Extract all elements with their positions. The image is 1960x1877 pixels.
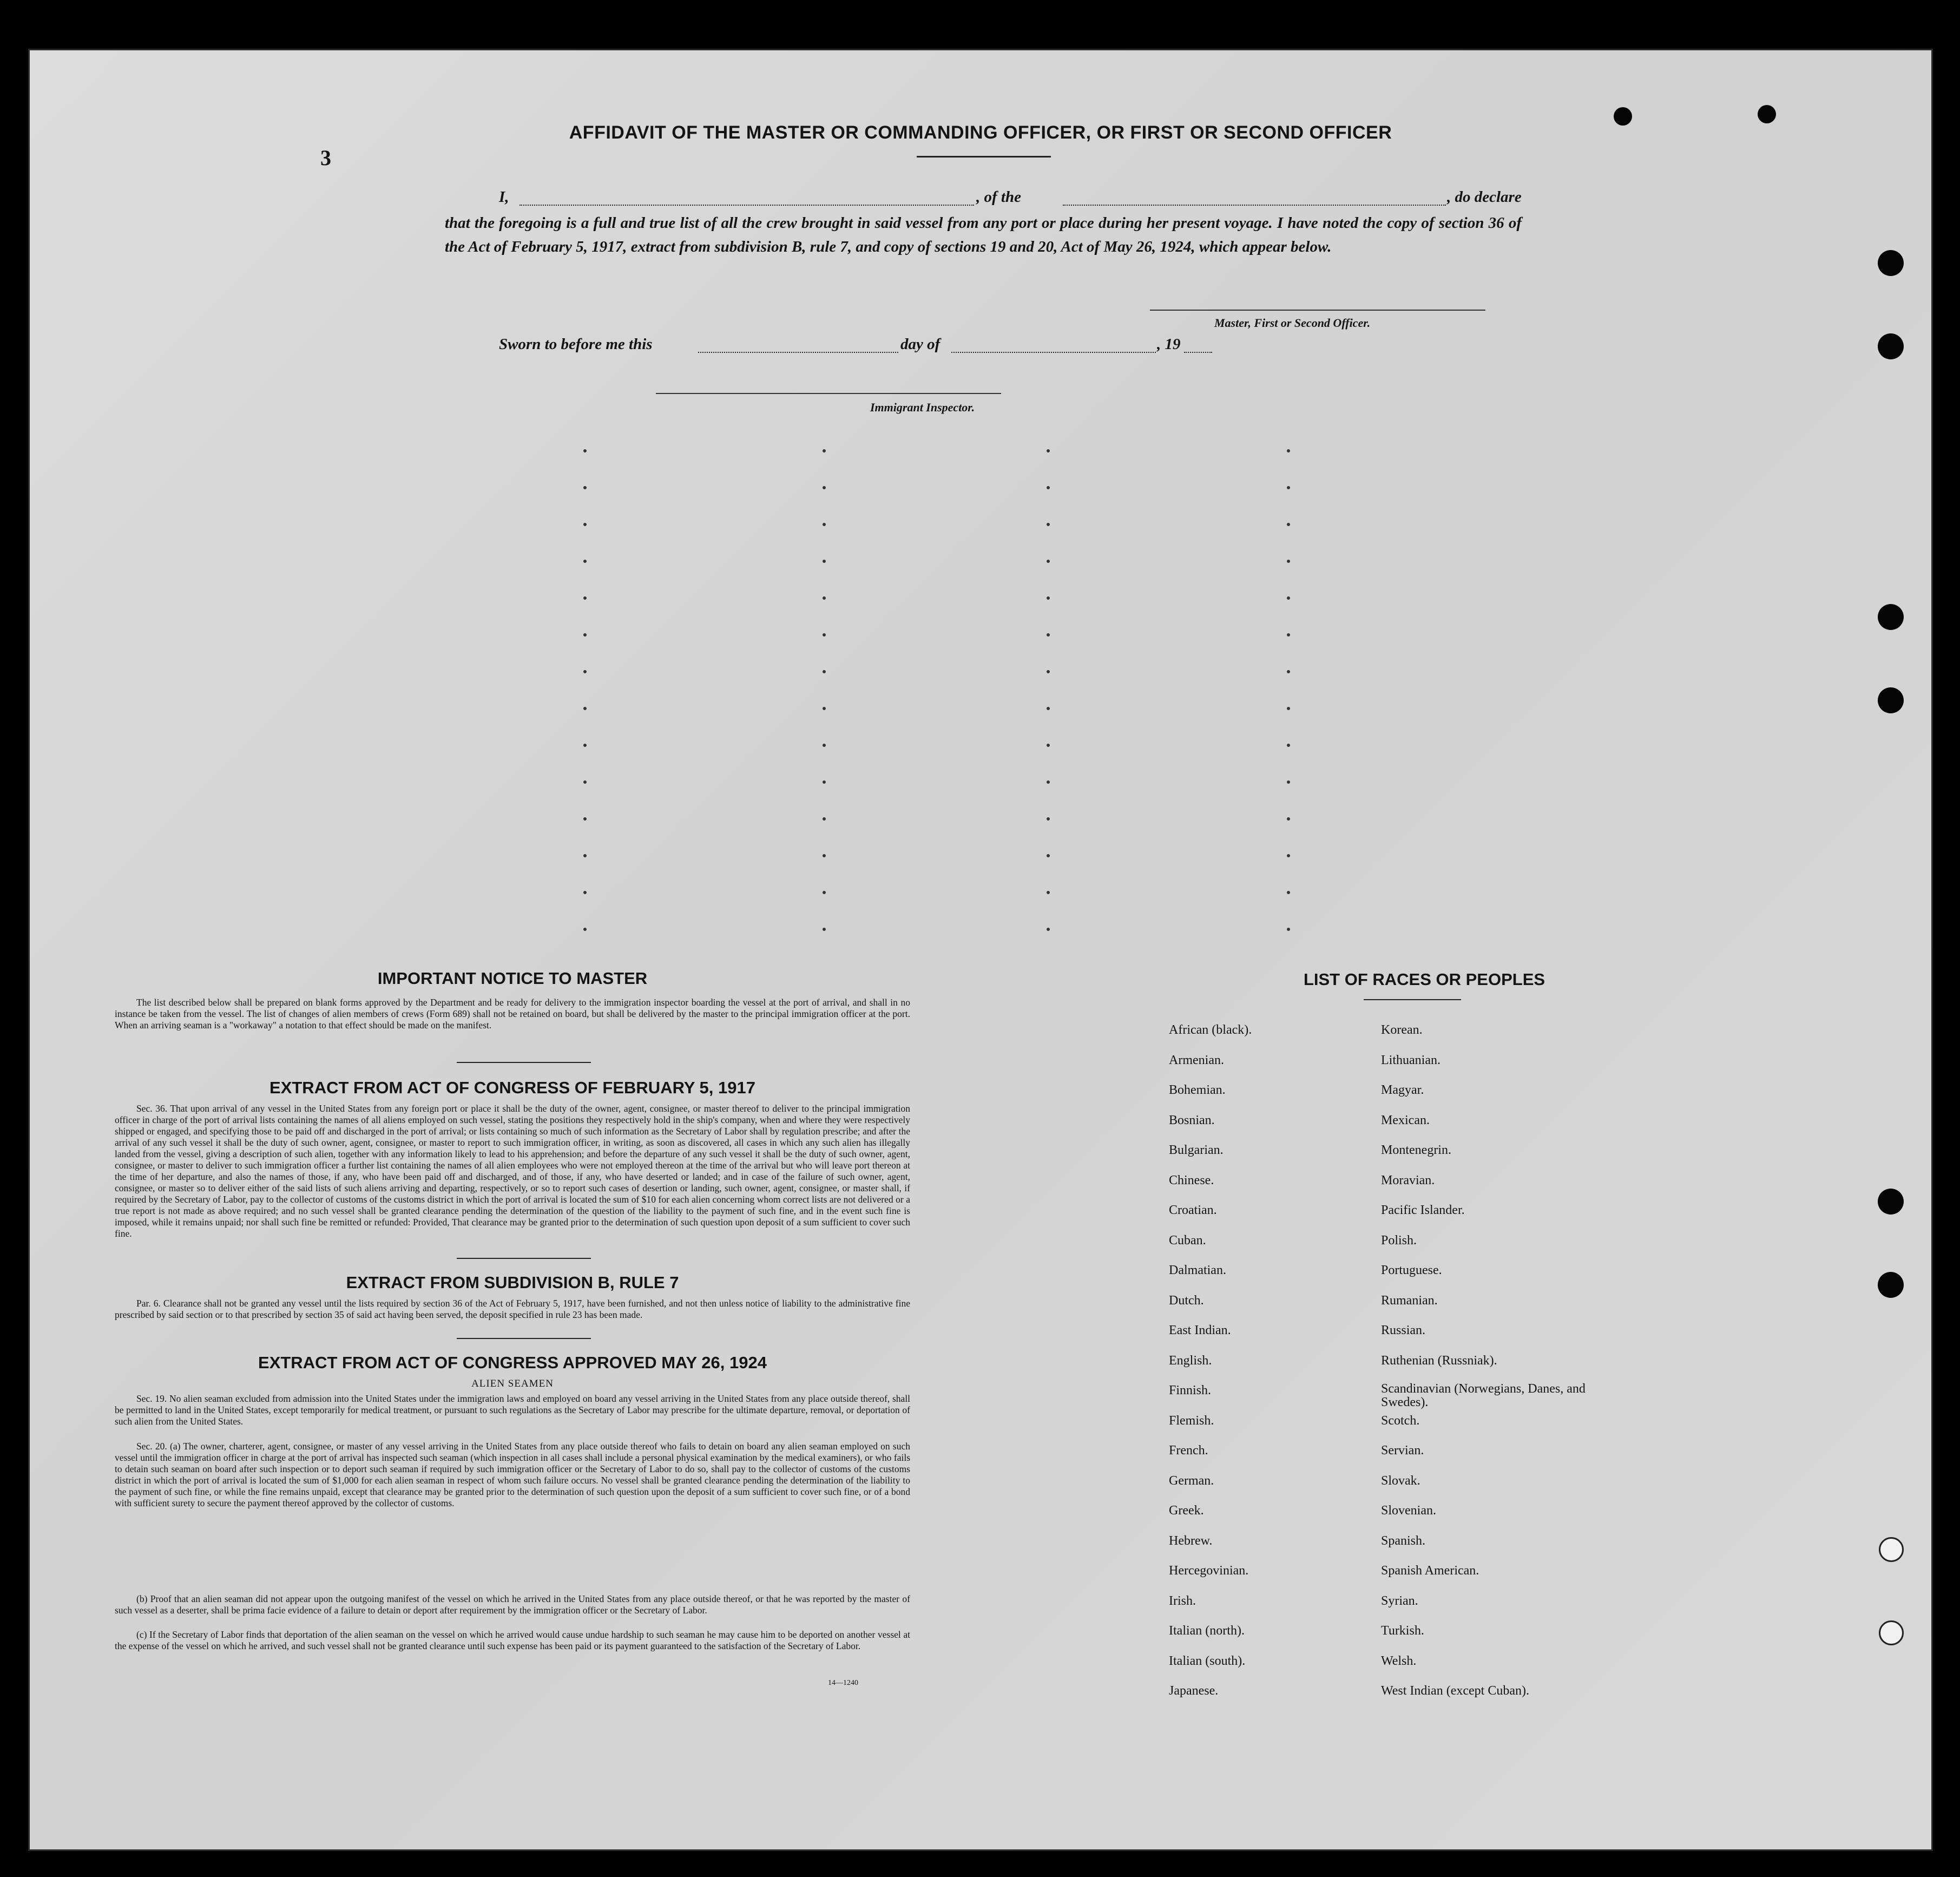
guide-dot (583, 596, 587, 600)
guide-dot (1047, 928, 1050, 931)
declarant-name-field[interactable] (519, 205, 974, 206)
race-item: Slovak. (1381, 1473, 1420, 1488)
guide-dot (823, 449, 826, 452)
guide-dot (823, 707, 826, 710)
guide-dot (583, 633, 587, 636)
declarant-line (499, 188, 1522, 210)
race-item: Turkish. (1381, 1624, 1424, 1638)
extract-1924-sec20a: Sec. 20. (a) The owner, charterer, agent, consignee, or master of any vessel arriving in the United States from any place outside thereof who fails to detain on board any alien seaman employed on such vessel until the immigration officer in charge at the port of arrival has inspected such seaman (which inspection in all cases shall include a personal physical examination by the medical examiners), or who fails to detain such seaman on board after such inspection or to deport such seaman if required by such immigration officer or the Secretary of Labor to do so, shall pay to the collector of customs of the customs district in which the port of arrival is located the sum of $1,000 for each alien seaman in respect of whom such failure occurs. No vessel shall be granted clearance pending the determination of the liability to the payment of such fine, or while the fine remains unpaid, except that clearance may be granted prior to the determination of such question upon the deposit of a sum sufficient to cover such fine, or of a bond with sufficient surety to secure the payment thereof approved by the collector of customs. (115, 1441, 910, 1508)
race-item: Croatian. (1169, 1203, 1217, 1217)
race-item: Finnish. (1169, 1383, 1212, 1397)
extract-rule7-title: EXTRACT FROM SUBDIVISION B, RULE 7 (346, 1273, 679, 1292)
race-item: Hercegovinian. (1169, 1564, 1249, 1578)
race-item: Russian. (1381, 1323, 1426, 1337)
guide-dot (1047, 523, 1050, 526)
punch-hole-icon (1878, 1272, 1904, 1298)
sworn-year-field[interactable] (1184, 352, 1212, 353)
race-item: Italian (north). (1169, 1624, 1245, 1638)
race-item: African (black). (1169, 1023, 1252, 1037)
extract-1924-subtitle: ALIEN SEAMEN (471, 1378, 554, 1389)
race-item: English. (1169, 1353, 1212, 1368)
divider (457, 1062, 591, 1063)
race-item: Slovenian. (1381, 1504, 1436, 1518)
race-item: Italian (south). (1169, 1653, 1246, 1668)
guide-dot (1287, 523, 1290, 526)
affidavit-title: AFFIDAVIT OF THE MASTER OR COMMANDING OFFICER, OR FIRST OR SECOND OFFICER (569, 122, 1392, 143)
punch-hole-icon (1878, 250, 1904, 276)
races-title: LIST OF RACES OR PEOPLES (1303, 970, 1545, 989)
race-item: Ruthenian (Russniak). (1381, 1353, 1497, 1368)
guide-dot (823, 817, 826, 821)
guide-dot (823, 891, 826, 894)
extract-1917-title: EXTRACT FROM ACT OF CONGRESS OF FEBRUARY 5, 1917 (269, 1078, 755, 1097)
inspector-signature-field[interactable] (656, 393, 1001, 394)
guide-dot (1287, 633, 1290, 636)
guide-dot (1047, 670, 1050, 673)
divider (1364, 999, 1461, 1000)
guide-dot (1047, 744, 1050, 747)
guide-dot (1047, 633, 1050, 636)
race-item: French. (1169, 1443, 1208, 1458)
guide-dot (583, 560, 587, 563)
page-mark: 3 (320, 146, 331, 170)
race-item: Dalmatian. (1169, 1263, 1226, 1277)
guide-dot (1047, 707, 1050, 710)
race-item: Flemish. (1169, 1413, 1214, 1428)
notice-text: The list described below shall be prepared on blank forms approved by the Department and be ready for delivery to the immigration inspector boarding the vessel at the port of arrival, and shall in no instance be taken from the vessel. The list of changes of alien members of crews (Form 689) shall not be retained on board, but shall be delivered by the master to the principal immigration officer at the port. When an arriving seaman is a "workaway" a notation to that effect should be made on the manifest. (115, 997, 910, 1031)
race-item: Welsh. (1381, 1653, 1417, 1668)
guide-dot (1287, 670, 1290, 673)
guide-dot (823, 780, 826, 784)
guide-dot (1047, 891, 1050, 894)
races-list-left (1169, 1022, 1374, 1713)
race-item: Bohemian. (1169, 1083, 1226, 1097)
title-divider (917, 156, 1051, 157)
guide-dot (583, 449, 587, 452)
inspector-label: Immigrant Inspector. (870, 401, 975, 414)
of-the-label: , of the (976, 188, 1021, 206)
race-item: Japanese. (1169, 1684, 1219, 1698)
guide-dot (1047, 596, 1050, 600)
punch-hole-icon (1879, 1620, 1904, 1645)
guide-dot (1047, 780, 1050, 784)
race-item: Cuban. (1169, 1233, 1206, 1248)
guide-dot (1287, 928, 1290, 931)
race-item: Pacific Islander. (1381, 1203, 1465, 1217)
sworn-label: Sworn to before me this (499, 336, 653, 353)
race-item: Chinese. (1169, 1173, 1214, 1187)
guide-dot (583, 891, 587, 894)
guide-dot (1287, 891, 1290, 894)
race-item: Hebrew. (1169, 1533, 1213, 1548)
guide-dot (1287, 854, 1290, 857)
document-page (28, 49, 1933, 1851)
race-item: Rumanian. (1381, 1293, 1438, 1308)
punch-hole-icon (1878, 1189, 1904, 1215)
guide-dot (1287, 744, 1290, 747)
guide-dot (1047, 854, 1050, 857)
guide-dot (1287, 707, 1290, 710)
do-declare-label: , do declare (1447, 188, 1522, 206)
guide-dot (823, 523, 826, 526)
guide-dot (583, 707, 587, 710)
race-item: Scotch. (1381, 1413, 1420, 1428)
race-item: Irish. (1169, 1593, 1196, 1608)
guide-dot (1047, 486, 1050, 489)
race-item: Scandinavian (Norwegians, Danes, and Swedes). (1381, 1382, 1586, 1409)
extract-rule7-text: Par. 6. Clearance shall not be granted any vessel until the lists required by section 36 of the Act of February 5, 1917, have been furnished, and not then unless notice of liability to the administrative fine prescribed by said section or to that prescribed by section 35 of said act having been served, the deposit specified in rule 23 has been made. (115, 1298, 910, 1320)
race-item: Spanish. (1381, 1533, 1426, 1548)
master-signature-label: Master, First or Second Officer. (1214, 316, 1371, 330)
race-item: Servian. (1381, 1443, 1424, 1458)
punch-hole-icon (1878, 333, 1904, 359)
guide-dot (583, 780, 587, 784)
sworn-line (499, 336, 1311, 357)
guide-dot (823, 744, 826, 747)
punch-hole-icon (1758, 105, 1776, 123)
race-item: Magyar. (1381, 1083, 1424, 1097)
master-signature-field[interactable] (1150, 310, 1485, 311)
guide-dot (583, 670, 587, 673)
extract-1917-text: Sec. 36. That upon arrival of any vessel in the United States from any foreign port or place it shall be the duty of the owner, agent, consignee, or master thereof to deliver to the principal immigration officer in charge of the port of arrival lists containing the names of all aliens employed on such vessel, stating the positions they respectively hold in the ship's company, when and where they were respectively shipped or engaged, and specifying those to be paid off and discharged in the port of arrival; or lists containing so much of such information as the Secretary of Labor shall by regulation prescribe; and after the arrival of any such vessel it shall be the duty of such owner, agent, consignee, or master to report to such immigration officer, in writing, as soon as discovered, all cases in which any such alien has illegally landed from the vessel, giving a description of such alien, together with any information likely to lead to his apprehension; and before the departure of any such vessel it shall be the duty of such owner, agent, consignee, or master to deliver to such immigration officer a further list containing the names of all alien employees who were not employed thereon at the time of the arrival but who will leave port thereon at the time of her departure, and also the names of those, if any, who have been paid off and discharged, and of those, if any, who have deserted or landed; and in case of the failure of such owner, agent, consignee, or master so to deliver either of the said lists of such aliens arriving and departing, respectively, or so to report such cases of desertion or landing, such owner, agent, consignee, or master shall, if required by the Secretary of Labor, pay to the collector of customs of the customs district in which the port of arrival is located the sum of $10 for each alien concerning whom correct lists are not delivered or a true report is not made as above required; and no such vessel shall be granted clearance pending the determination of the question of the liability to the payment of such fine, and in the event such fine is imposed, while it remains unpaid; nor shall such fine be remitted or refunded: Provided, That clearance may be granted prior to the determination of such question upon deposit of a sum sufficient to cover such fine. (115, 1103, 910, 1239)
guide-dot (823, 928, 826, 931)
divider (457, 1258, 591, 1259)
guide-dot (1047, 817, 1050, 821)
i-label: I, (499, 188, 509, 206)
guide-dot (583, 854, 587, 857)
race-item: German. (1169, 1473, 1214, 1488)
guide-dot (1287, 486, 1290, 489)
guide-dot (823, 486, 826, 489)
guide-dot (1287, 560, 1290, 563)
guide-dot (823, 854, 826, 857)
race-item: Portuguese. (1381, 1263, 1442, 1277)
guide-dot (583, 523, 587, 526)
notice-title: IMPORTANT NOTICE TO MASTER (377, 969, 648, 988)
race-item: Bulgarian. (1169, 1143, 1224, 1157)
guide-dot (823, 560, 826, 563)
race-item: Armenian. (1169, 1053, 1224, 1067)
punch-hole-icon (1878, 687, 1904, 713)
guide-dot (1047, 560, 1050, 563)
guide-dot (823, 670, 826, 673)
race-item: Moravian. (1381, 1173, 1435, 1187)
vessel-name-field[interactable] (1063, 205, 1446, 206)
race-item: Greek. (1169, 1504, 1204, 1518)
guide-dot (823, 596, 826, 600)
guide-dot (583, 817, 587, 821)
guide-dot (583, 928, 587, 931)
guide-dot (583, 486, 587, 489)
guide-dot (1287, 449, 1290, 452)
race-item: Bosnian. (1169, 1113, 1215, 1127)
guide-dot (1287, 780, 1290, 784)
extract-1924-sec20c: (c) If the Secretary of Labor finds that deportation of the alien seaman on the vessel on which he arrived would cause undue hardship to such seaman he may cause him to be deported on another vessel at the expense of the vessel on which he arrived, and such vessel shall not be granted clearance until such expense has been paid or its payment guaranteed to the satisfaction of the Secretary of Labor. (115, 1629, 910, 1651)
guide-dot (1047, 449, 1050, 452)
punch-hole-icon (1878, 604, 1904, 630)
day-of-label: day of (900, 336, 940, 353)
extract-1924-sec19: Sec. 19. No alien seaman excluded from admission into the United States under the immigration laws and employed on board any vessel arriving in the United States from any place outside thereof, shall be permitted to land in the United States, except temporarily for medical treatment, or pursuant to such regulations as the Secretary of Labor may prescribe for the ultimate departure, removal, or deportation of such alien from the United States. (115, 1393, 910, 1427)
race-item: Polish. (1381, 1233, 1417, 1248)
form-number: 14—1240 (828, 1679, 858, 1687)
race-item: Syrian. (1381, 1593, 1418, 1608)
extract-1924-sec20b: (b) Proof that an alien seaman did not appear upon the outgoing manifest of the vessel on which he arrived in the United States from any place outside thereof, or that he was reported by the master of such vessel as a deserter, shall be prima facie evidence of a failure to detain or deport after requirement by the immigration officer or the Secretary of Labor. (115, 1593, 910, 1616)
race-item: Montenegrin. (1381, 1143, 1451, 1157)
race-item: Lithuanian. (1381, 1053, 1441, 1067)
guide-dot (583, 744, 587, 747)
guide-dot (1287, 596, 1290, 600)
race-item: Mexican. (1381, 1113, 1430, 1127)
race-item: Dutch. (1169, 1293, 1204, 1308)
race-item: Spanish American. (1381, 1564, 1479, 1578)
race-item: Korean. (1381, 1023, 1423, 1037)
guide-dot (823, 633, 826, 636)
sworn-date-field[interactable] (698, 352, 898, 353)
year-label: , 19 (1157, 336, 1181, 353)
divider (457, 1338, 591, 1339)
sworn-month-field[interactable] (951, 352, 1156, 353)
guide-dot (1287, 817, 1290, 821)
extract-1924-title: EXTRACT FROM ACT OF CONGRESS APPROVED MAY 26, 1924 (258, 1353, 767, 1372)
race-item: East Indian. (1169, 1323, 1231, 1337)
punch-hole-icon (1879, 1537, 1904, 1562)
affidavit-body: that the foregoing is a full and true list of all the crew brought in said vessel from any port or place during her present voyage. I have noted the copy of section 36 of the Act of February 5, 1917, extract from subdivision B, rule 7, and copy of sections 19 and 20, Act of May 26, 1924, which appear below. (445, 214, 1522, 255)
races-list-right (1381, 1022, 1619, 1713)
race-item: West Indian (except Cuban). (1381, 1684, 1529, 1698)
